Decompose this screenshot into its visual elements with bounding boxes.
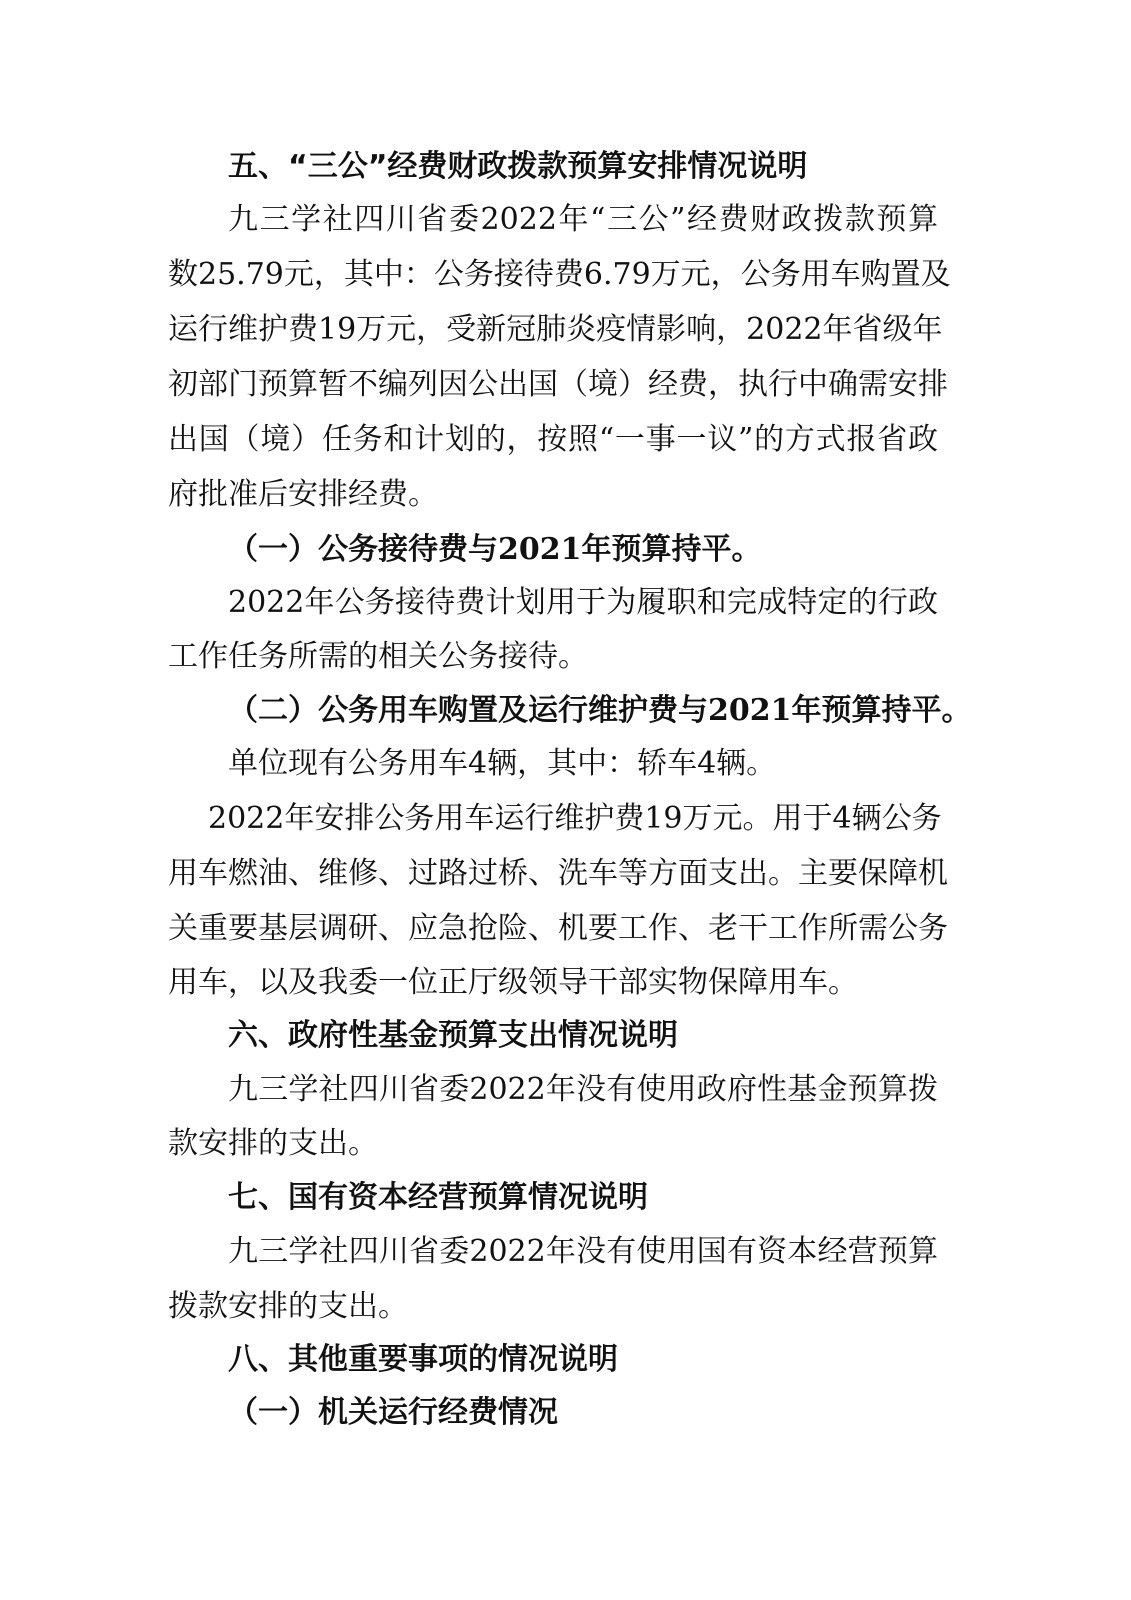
- section5-sub2-para1: 单位现有公务用车4辆，其中：轿车4辆。: [228, 746, 777, 781]
- section5-heading: 五、“三公”经费财政拨款预算安排情况说明: [228, 149, 808, 184]
- section5-para-line-2: 数25.79元，其中：公务接待费6.79万元，公务用车购置及: [168, 257, 951, 292]
- section5-para-line-6: 府批准后安排经费。: [168, 477, 438, 512]
- section5-para-line-5: 出国（境）任务和计划的，按照“一事一议”的方式报省政: [168, 422, 938, 457]
- section5-sub2-para2-line-4: 用车，以及我委一位正厅级领导干部实物保障用车。: [168, 965, 858, 1000]
- section5-sub1-heading: （一）公务接待费与2021年预算持平。: [228, 532, 762, 567]
- section5-sub2-para2-line-3: 关重要基层调研、应急抢险、机要工作、老干工作所需公务: [168, 911, 948, 946]
- section5-sub2-para2-line-1: 2022年安排公务用车运行维护费19万元。用于4辆公务: [208, 801, 942, 836]
- section5-para-line-4: 初部门预算暂不编列因公出国（境）经费，执行中确需安排: [168, 367, 948, 402]
- section5-sub1-para-line-1: 2022年公务接待费计划用于为履职和完成特定的行政: [228, 585, 938, 620]
- section8-heading: 八、其他重要事项的情况说明: [228, 1342, 618, 1377]
- section8-sub1-heading: （一）机关运行经费情况: [228, 1395, 558, 1430]
- section5-sub1-para-line-2: 工作任务所需的相关公务接待。: [168, 639, 588, 674]
- section7-heading: 七、国有资本经营预算情况说明: [228, 1180, 648, 1215]
- section6-para-line-2: 款安排的支出。: [168, 1126, 378, 1161]
- section5-para-line-1: 九三学社四川省委2022年“三公”经费财政拨款预算: [228, 202, 938, 237]
- section6-para-line-1: 九三学社四川省委2022年没有使用政府性基金预算拨: [228, 1072, 938, 1107]
- section5-sub2-para2-line-2: 用车燃油、维修、过路过桥、洗车等方面支出。主要保障机: [168, 856, 948, 891]
- section7-para-line-1: 九三学社四川省委2022年没有使用国有资本经营预算: [228, 1234, 938, 1269]
- section5-sub2-heading: （二）公务用车购置及运行维护费与2021年预算持平。: [228, 693, 972, 728]
- section5-para-line-3: 运行维护费19万元，受新冠肺炎疫情影响，2022年省级年: [168, 312, 943, 347]
- section7-para-line-2: 拨款安排的支出。: [168, 1289, 408, 1324]
- section6-heading: 六、政府性基金预算支出情况说明: [228, 1018, 678, 1053]
